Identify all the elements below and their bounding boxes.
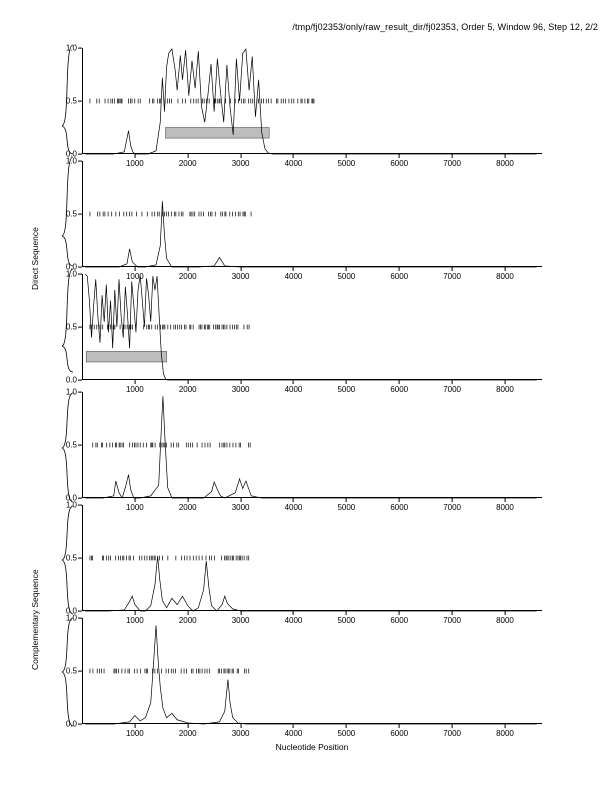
- x-tick-label: 8000: [496, 503, 514, 512]
- subplot-data-layer: [82, 274, 542, 380]
- x-tick-label: 6000: [390, 272, 409, 281]
- x-tick-mark: [293, 380, 294, 384]
- x-tick-mark: [346, 498, 347, 502]
- x-tick-label: 5000: [337, 385, 356, 394]
- subplot-6: [65, 613, 542, 738]
- x-tick-label: 5000: [337, 503, 356, 512]
- x-tick-label: 1000: [125, 272, 144, 281]
- x-tick-mark: [399, 380, 400, 384]
- subplot-data-layer: [82, 505, 542, 611]
- x-tick-mark: [187, 154, 188, 158]
- data-curve: [85, 201, 537, 267]
- x-tick-label: 2000: [178, 159, 197, 168]
- x-tick-label: 5000: [337, 159, 356, 168]
- orf-marker-band: [90, 556, 249, 561]
- x-tick-label: 2000: [178, 616, 197, 625]
- x-tick-label: 2000: [178, 272, 197, 281]
- x-tick-mark: [134, 154, 135, 158]
- x-tick-mark: [134, 267, 135, 271]
- x-tick-mark: [187, 380, 188, 384]
- x-tick-mark: [452, 724, 453, 728]
- x-tick-mark: [346, 267, 347, 271]
- subplot-data-layer: [82, 161, 542, 267]
- x-tick-label: 6000: [390, 385, 409, 394]
- y-tick-label: 0.0: [65, 719, 77, 729]
- subplot-1: [65, 43, 542, 168]
- x-tick-label: 4000: [284, 272, 303, 281]
- x-tick-label: 7000: [443, 729, 462, 738]
- x-tick-label: 8000: [496, 385, 514, 394]
- x-tick-label: 7000: [443, 159, 462, 168]
- x-tick-label: 4000: [284, 385, 303, 394]
- y-tick-label: 1.0: [65, 269, 77, 279]
- x-tick-label: 3000: [231, 616, 250, 625]
- x-tick-mark: [293, 267, 294, 271]
- data-curve: [85, 274, 537, 380]
- x-tick-mark: [293, 498, 294, 502]
- y-tick-label: 1.0: [65, 613, 77, 623]
- orf-marker-band: [90, 99, 314, 104]
- x-tick-mark: [134, 611, 135, 615]
- subplot-data-layer: [82, 48, 542, 154]
- y-tick-label: 0.0: [65, 149, 77, 159]
- x-tick-mark: [134, 724, 135, 728]
- x-tick-label: 7000: [443, 272, 462, 281]
- x-tick-label: 8000: [496, 729, 514, 738]
- x-tick-label: 2000: [178, 503, 197, 512]
- x-tick-mark: [293, 724, 294, 728]
- x-tick-label: 7000: [443, 616, 462, 625]
- y-tick-label: 0.5: [65, 666, 77, 676]
- x-tick-mark: [240, 611, 241, 615]
- subplot-2: [65, 156, 542, 281]
- x-tick-label: 5000: [337, 616, 356, 625]
- x-tick-mark: [346, 724, 347, 728]
- subplot-5: [65, 500, 542, 625]
- x-tick-mark: [452, 267, 453, 271]
- y-tick-label: 0.5: [65, 209, 77, 219]
- x-tick-label: 6000: [390, 159, 409, 168]
- x-tick-mark: [187, 498, 188, 502]
- x-tick-label: 2000: [178, 385, 197, 394]
- x-tick-mark: [293, 611, 294, 615]
- highlight-band: [166, 128, 270, 139]
- x-tick-label: 6000: [390, 729, 409, 738]
- y-tick-label: 1.0: [65, 500, 77, 510]
- x-tick-mark: [346, 154, 347, 158]
- orf-marker-band: [90, 212, 251, 217]
- x-tick-mark: [134, 498, 135, 502]
- x-tick-label: 1000: [125, 159, 144, 168]
- x-tick-mark: [505, 498, 506, 502]
- data-curve: [85, 556, 537, 611]
- subplot-data-layer: [82, 392, 542, 498]
- y-tick-label: 0.5: [65, 553, 77, 563]
- x-tick-label: 3000: [231, 503, 250, 512]
- x-tick-label: 7000: [443, 385, 462, 394]
- x-tick-mark: [505, 267, 506, 271]
- x-tick-mark: [505, 380, 506, 384]
- x-tick-label: 1000: [125, 385, 144, 394]
- x-tick-mark: [399, 267, 400, 271]
- x-tick-mark: [505, 154, 506, 158]
- x-tick-label: 3000: [231, 272, 250, 281]
- x-tick-mark: [452, 154, 453, 158]
- x-tick-mark: [505, 611, 506, 615]
- subplot-3: [65, 269, 542, 394]
- x-tick-mark: [187, 267, 188, 271]
- x-tick-label: 8000: [496, 616, 514, 625]
- x-tick-label: 8000: [496, 159, 514, 168]
- x-axis-label: Nucleotide Position: [275, 742, 349, 752]
- x-tick-label: 3000: [231, 729, 250, 738]
- x-tick-label: 4000: [284, 159, 303, 168]
- y-tick-label: 0.5: [65, 440, 77, 450]
- y-axis-label-direct: Direct Sequence: [30, 227, 40, 290]
- x-tick-label: 6000: [390, 616, 409, 625]
- x-tick-mark: [399, 724, 400, 728]
- x-tick-mark: [240, 498, 241, 502]
- x-tick-label: 1000: [125, 729, 144, 738]
- x-tick-label: 3000: [231, 159, 250, 168]
- x-tick-mark: [452, 611, 453, 615]
- subplot-data-layer: [82, 618, 542, 724]
- y-tick-label: 0.0: [65, 262, 77, 272]
- y-tick-label: 0.5: [65, 96, 77, 106]
- y-tick-label: 0.0: [65, 606, 77, 616]
- orf-marker-band: [93, 443, 250, 448]
- x-tick-label: 7000: [443, 503, 462, 512]
- x-tick-mark: [505, 724, 506, 728]
- x-tick-mark: [346, 611, 347, 615]
- x-tick-label: 4000: [284, 616, 303, 625]
- x-tick-mark: [399, 154, 400, 158]
- x-tick-label: 8000: [496, 272, 514, 281]
- x-tick-mark: [452, 498, 453, 502]
- x-tick-label: 2000: [178, 729, 197, 738]
- x-tick-label: 1000: [125, 503, 144, 512]
- x-tick-mark: [240, 267, 241, 271]
- x-tick-label: 4000: [284, 503, 303, 512]
- figure-title: /tmp/fj02353/only/raw_result_dir/fj02353, Order 5, Window 96, Step 12, 2/2: [292, 22, 598, 32]
- x-tick-mark: [346, 380, 347, 384]
- y-tick-label: 1.0: [65, 156, 77, 166]
- x-tick-label: 3000: [231, 385, 250, 394]
- data-curve: [85, 49, 537, 154]
- y-tick-label: 1.0: [65, 43, 77, 53]
- x-tick-mark: [134, 380, 135, 384]
- y-axis-label-complementary: Complementary Sequence: [30, 569, 40, 670]
- y-tick-label: 1.0: [65, 387, 77, 397]
- orf-marker-band: [90, 669, 249, 674]
- y-tick-label: 0.5: [65, 322, 77, 332]
- x-tick-mark: [452, 380, 453, 384]
- x-tick-label: 5000: [337, 729, 356, 738]
- x-tick-mark: [187, 611, 188, 615]
- x-tick-mark: [240, 380, 241, 384]
- x-tick-mark: [240, 154, 241, 158]
- x-tick-mark: [399, 611, 400, 615]
- x-tick-label: 5000: [337, 272, 356, 281]
- x-tick-label: 6000: [390, 503, 409, 512]
- x-tick-mark: [293, 154, 294, 158]
- subplot-4: [65, 387, 542, 512]
- data-curve: [85, 625, 537, 724]
- y-tick-label: 0.0: [65, 493, 77, 503]
- y-tick-label: 0.0: [65, 375, 77, 385]
- x-tick-mark: [399, 498, 400, 502]
- highlight-band: [86, 351, 166, 362]
- x-tick-label: 1000: [125, 616, 144, 625]
- x-tick-mark: [187, 724, 188, 728]
- x-tick-label: 4000: [284, 729, 303, 738]
- x-tick-mark: [240, 724, 241, 728]
